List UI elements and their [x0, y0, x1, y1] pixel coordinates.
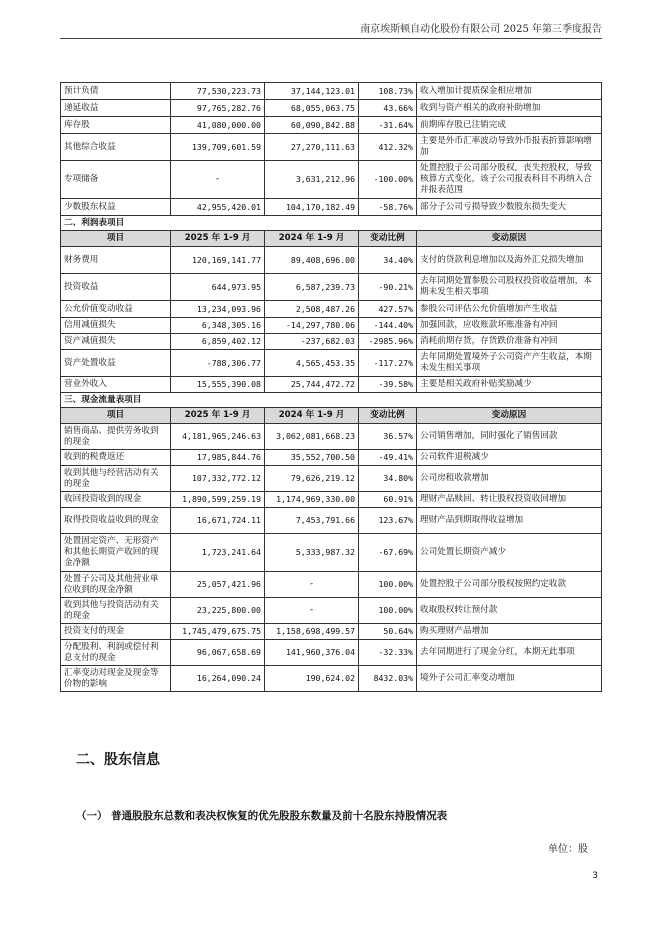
table-row: [61, 624, 602, 640]
item-cell: 营业外收入: [61, 377, 171, 393]
column-header: 2024 年 1-9 月: [265, 231, 359, 247]
item-cell: 递延收益: [61, 100, 171, 117]
reason-cell: 主要是相关政府补贴奖励减少: [417, 377, 602, 393]
table-header-row: [61, 231, 602, 247]
item-cell: 取得投资收益收到的现金: [61, 508, 171, 534]
prior-value-cell: 35,552,700.50: [265, 450, 359, 466]
shareholder-subsection-title: （一） 普通股股东总数和表决权恢复的优先股股东数量及前十名股东持股情况表: [76, 810, 448, 822]
column-header: 2025 年 1-9 月: [171, 231, 265, 247]
table-row: [61, 134, 602, 161]
table-row: [61, 508, 602, 534]
reason-cell: 部分子公司亏损导致少数股东损失变大: [417, 199, 602, 216]
prior-value-cell: 190,624.02: [265, 666, 359, 692]
prior-value-cell: 3,631,212.96: [265, 161, 359, 199]
change-pct-cell: -67.69%: [359, 534, 417, 572]
column-header: 变动原因: [417, 231, 602, 247]
table-row: [61, 301, 602, 318]
item-cell: 资产减值损失: [61, 334, 171, 350]
table-row: [61, 334, 602, 350]
reason-cell: 理财产品赎回、转让股权投资收回增加: [417, 492, 602, 508]
item-cell: 专项储备: [61, 161, 171, 199]
change-pct-cell: 427.57%: [359, 301, 417, 318]
table-row: [61, 640, 602, 666]
reason-cell: 公司销售增加，同时强化了销售回款: [417, 424, 602, 450]
item-cell: 投资收益: [61, 274, 171, 301]
change-pct-cell: 123.67%: [359, 508, 417, 534]
item-cell: 分配股利、利润或偿付利息支付的现金: [61, 640, 171, 666]
current-value-cell: 139,709,601.59: [171, 134, 265, 161]
current-value-cell: 13,234,093.96: [171, 301, 265, 318]
reason-cell: 去年同期处置参股公司股权投资收益增加，本期未发生相关事项: [417, 274, 602, 301]
change-pct-cell: -100.00%: [359, 161, 417, 199]
prior-value-cell: 79,626,219.12: [265, 466, 359, 492]
item-cell: 处置固定资产、无形资产和其他长期资产收回的现金净额: [61, 534, 171, 572]
item-cell: 预计负债: [61, 83, 171, 100]
prior-value-cell: 6,587,239.73: [265, 274, 359, 301]
table-row: [61, 424, 602, 450]
current-value-cell: 15,555,390.08: [171, 377, 265, 393]
column-header: 变动比例: [359, 231, 417, 247]
current-value-cell: 1,723,241.64: [171, 534, 265, 572]
change-pct-cell: 34.80%: [359, 466, 417, 492]
header-divider: [60, 38, 602, 39]
current-value-cell: 120,169,141.77: [171, 247, 265, 274]
table-row: [61, 666, 602, 692]
shareholder-section-title: 二、股东信息: [76, 752, 160, 768]
reason-cell: 收取股权转让预付款: [417, 598, 602, 624]
reason-cell: 消耗前期存货，存货跌价准备有冲回: [417, 334, 602, 350]
prior-value-cell: 2,508,487.26: [265, 301, 359, 318]
item-cell: 少数股东权益: [61, 199, 171, 216]
column-header: 项目: [61, 231, 171, 247]
reason-cell: 收入增加计提质保金相应增加: [417, 83, 602, 100]
prior-value-cell: 7,453,791.66: [265, 508, 359, 534]
item-cell: 收到其他与投资活动有关的现金: [61, 598, 171, 624]
item-cell: 处置子公司及其他营业单位收到的现金净额: [61, 572, 171, 598]
section-heading-row: [61, 216, 602, 231]
item-cell: 财务费用: [61, 247, 171, 274]
reason-cell: 去年同期处置境外子公司资产产生收益，本期未发生相关事项: [417, 350, 602, 377]
table-row: [61, 572, 602, 598]
change-pct-cell: 60.91%: [359, 492, 417, 508]
section-heading-row: [61, 393, 602, 408]
item-cell: 收到其他与经营活动有关的现金: [61, 466, 171, 492]
change-pct-cell: -2985.96%: [359, 334, 417, 350]
current-value-cell: 16,671,724.11: [171, 508, 265, 534]
change-pct-cell: -31.64%: [359, 117, 417, 134]
change-pct-cell: 36.57%: [359, 424, 417, 450]
page-number: 3: [592, 871, 598, 881]
item-cell: 投资支付的现金: [61, 624, 171, 640]
reason-cell: 公司房租收款增加: [417, 466, 602, 492]
change-pct-cell: 100.00%: [359, 598, 417, 624]
income-section-title: 二、利润表项目: [61, 216, 602, 231]
item-cell: 收到的税费返还: [61, 450, 171, 466]
change-pct-cell: 8432.03%: [359, 666, 417, 692]
reason-cell: 公司处置长期资产减少: [417, 534, 602, 572]
cashflow-section-title: 三、现金流量表项目: [61, 393, 602, 408]
reason-cell: 去年同期进行了现金分红，本期无此事项: [417, 640, 602, 666]
prior-value-cell: 1,174,969,330.00: [265, 492, 359, 508]
prior-value-cell: 3,062,081,668.23: [265, 424, 359, 450]
current-value-cell: 4,181,965,246.63: [171, 424, 265, 450]
current-value-cell: 23,225,800.00: [171, 598, 265, 624]
current-value-cell: 42,955,420.01: [171, 199, 265, 216]
change-pct-cell: -144.40%: [359, 318, 417, 334]
prior-value-cell: 60,090,842.88: [265, 117, 359, 134]
table-row: [61, 492, 602, 508]
current-value-cell: 644,973.95: [171, 274, 265, 301]
change-pct-cell: -49.41%: [359, 450, 417, 466]
table-header-row: [61, 408, 602, 424]
reason-cell: 加强回款，应收账款坏账准备有冲回: [417, 318, 602, 334]
change-pct-cell: -117.27%: [359, 350, 417, 377]
item-cell: 公允价值变动收益: [61, 301, 171, 318]
table-row: [61, 83, 602, 100]
table-row: [61, 100, 602, 117]
financial-changes-table: [60, 82, 602, 692]
current-value-cell: 97,765,282.76: [171, 100, 265, 117]
reason-cell: 前期库存股已注销完成: [417, 117, 602, 134]
reason-cell: 收到与资产相关的政府补助增加: [417, 100, 602, 117]
change-pct-cell: -58.76%: [359, 199, 417, 216]
prior-value-cell: 104,170,182.49: [265, 199, 359, 216]
change-pct-cell: 108.73%: [359, 83, 417, 100]
prior-value-cell: -14,297,780.06: [265, 318, 359, 334]
prior-value-cell: 25,744,472.72: [265, 377, 359, 393]
table-row: [61, 377, 602, 393]
current-value-cell: 41,080,000.00: [171, 117, 265, 134]
table-row: [61, 534, 602, 572]
change-pct-cell: 412.32%: [359, 134, 417, 161]
prior-value-cell: 5,333,987.32: [265, 534, 359, 572]
item-cell: 汇率变动对现金及现金等价物的影响: [61, 666, 171, 692]
prior-value-cell: 68,055,063.75: [265, 100, 359, 117]
prior-value-cell: 27,270,111.63: [265, 134, 359, 161]
table-row: [61, 466, 602, 492]
prior-value-cell: 1,158,698,499.57: [265, 624, 359, 640]
reason-cell: 处置控股子公司部分股权，丧失控股权，导致核算方式变化，该子公司报表科目不再纳入合并报表范围: [417, 161, 602, 199]
current-value-cell: 6,348,305.16: [171, 318, 265, 334]
reason-cell: 主要是外币汇率波动导致外币报表折算影响增加: [417, 134, 602, 161]
current-value-cell: -788,306.77: [171, 350, 265, 377]
table-row: [61, 247, 602, 274]
current-value-cell: 1,890,599,259.19: [171, 492, 265, 508]
prior-value-cell: 4,565,453.35: [265, 350, 359, 377]
prior-value-cell: 89,408,696.00: [265, 247, 359, 274]
prior-value-cell: -: [265, 598, 359, 624]
current-value-cell: 77,530,223.73: [171, 83, 265, 100]
reason-cell: 参股公司评估公允价值增加产生收益: [417, 301, 602, 318]
change-pct-cell: 43.66%: [359, 100, 417, 117]
current-value-cell: 1,745,479,675.75: [171, 624, 265, 640]
reason-cell: 公司软件退税减少: [417, 450, 602, 466]
item-cell: 资产处置收益: [61, 350, 171, 377]
prior-value-cell: 37,144,123.01: [265, 83, 359, 100]
table-row: [61, 199, 602, 216]
table-row: [61, 350, 602, 377]
current-value-cell: 25,057,421.96: [171, 572, 265, 598]
table-row: [61, 117, 602, 134]
unit-label: 单位：股: [548, 844, 588, 855]
prior-value-cell: -: [265, 572, 359, 598]
current-value-cell: 17,985,844.76: [171, 450, 265, 466]
reason-cell: 处置控股子公司部分股权按照约定收款: [417, 572, 602, 598]
column-header: 2025 年 1-9 月: [171, 408, 265, 424]
item-cell: 其他综合收益: [61, 134, 171, 161]
reason-cell: 理财产品到期取得收益增加: [417, 508, 602, 534]
column-header: 2024 年 1-9 月: [265, 408, 359, 424]
reason-cell: 境外子公司汇率变动增加: [417, 666, 602, 692]
current-value-cell: 96,067,658.69: [171, 640, 265, 666]
change-pct-cell: -39.58%: [359, 377, 417, 393]
current-value-cell: 6,859,402.12: [171, 334, 265, 350]
current-value-cell: 16,264,090.24: [171, 666, 265, 692]
current-value-cell: -: [171, 161, 265, 199]
change-pct-cell: -32.33%: [359, 640, 417, 666]
item-cell: 收回投资收到的现金: [61, 492, 171, 508]
reason-cell: 支付的贷款利息增加以及海外汇兑损失增加: [417, 247, 602, 274]
column-header: 变动原因: [417, 408, 602, 424]
column-header: 变动比例: [359, 408, 417, 424]
item-cell: 信用减值损失: [61, 318, 171, 334]
item-cell: 销售商品、提供劳务收到的现金: [61, 424, 171, 450]
change-pct-cell: -90.21%: [359, 274, 417, 301]
table-row: [61, 318, 602, 334]
prior-value-cell: 141,960,376.04: [265, 640, 359, 666]
change-pct-cell: 50.64%: [359, 624, 417, 640]
change-pct-cell: 34.40%: [359, 247, 417, 274]
column-header: 项目: [61, 408, 171, 424]
table-row: [61, 598, 602, 624]
report-header: 南京埃斯顿自动化股份有限公司 2025 年第三季度报告: [360, 24, 602, 35]
reason-cell: 购买理财产品增加: [417, 624, 602, 640]
current-value-cell: 107,332,772.12: [171, 466, 265, 492]
table-row: [61, 450, 602, 466]
table-row: [61, 161, 602, 199]
change-pct-cell: 100.00%: [359, 572, 417, 598]
prior-value-cell: -237,682.03: [265, 334, 359, 350]
item-cell: 库存股: [61, 117, 171, 134]
table-row: [61, 274, 602, 301]
